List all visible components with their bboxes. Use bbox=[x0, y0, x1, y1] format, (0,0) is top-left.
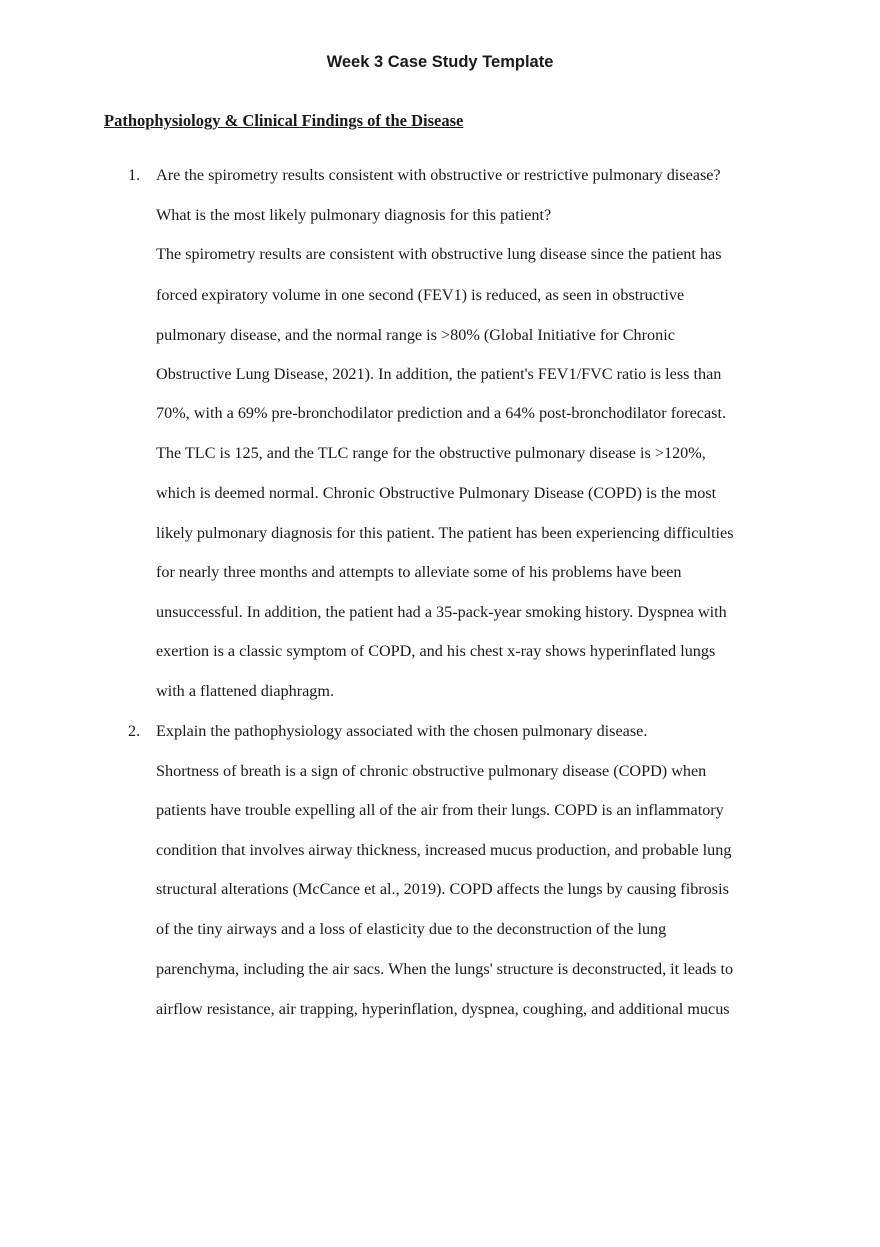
answer-line: of the tiny airways and a loss of elasticity due to the deconstruction of the lung bbox=[156, 920, 667, 938]
answer-line: The TLC is 125, and the TLC range for the obstructive pulmonary disease is >120%, bbox=[156, 444, 706, 462]
answer-line: pulmonary disease, and the normal range is >80% (Global Initiative for Chronic bbox=[156, 326, 675, 344]
question-line: Explain the pathophysiology associated with the chosen pulmonary disease. bbox=[156, 722, 648, 740]
question-line: What is the most likely pulmonary diagnosis for this patient? bbox=[156, 206, 552, 224]
answer-line: for nearly three months and attempts to alleviate some of his problems have been bbox=[156, 563, 682, 581]
answer-line: parenchyma, including the air sacs. When the lungs' structure is deconstructed, it leads to bbox=[156, 960, 734, 978]
question-number: 2. bbox=[128, 722, 141, 740]
answer-line: which is deemed normal. Chronic Obstructive Pulmonary Disease (COPD) is the most bbox=[156, 484, 717, 502]
question-number: 1. bbox=[128, 166, 141, 184]
answer-line: 70%, with a 69% pre-bronchodilator prediction and a 64% post-bronchodilator forecast. bbox=[156, 404, 726, 422]
page-title: Week 3 Case Study Template bbox=[326, 53, 554, 71]
answer-line: forced expiratory volume in one second (FEV1) is reduced, as seen in obstructive bbox=[156, 286, 685, 304]
question-line: Are the spirometry results consistent with obstructive or restrictive pulmonary disease? bbox=[156, 166, 721, 184]
answer-line: structural alterations (McCance et al., 2019). COPD affects the lungs by causing fibrosis bbox=[156, 880, 729, 898]
answer-line: Shortness of breath is a sign of chronic obstructive pulmonary disease (COPD) when bbox=[156, 762, 707, 780]
answer-line: likely pulmonary diagnosis for this patient. The patient has been experiencing difficulties bbox=[156, 524, 734, 542]
answer-line: airflow resistance, air trapping, hyperinflation, dyspnea, coughing, and additional mucus bbox=[156, 1000, 730, 1018]
answer-line: Obstructive Lung Disease, 2021). In addition, the patient's FEV1/FVC ratio is less than bbox=[156, 365, 722, 383]
section-heading: Pathophysiology & Clinical Findings of the Disease bbox=[104, 111, 464, 130]
answer-line: patients have trouble expelling all of the air from their lungs. COPD is an inflammatory bbox=[156, 801, 724, 819]
answer-line: with a flattened diaphragm. bbox=[156, 682, 334, 700]
answer-line: unsuccessful. In addition, the patient had a 35-pack-year smoking history. Dyspnea with bbox=[156, 603, 727, 621]
answer-line: The spirometry results are consistent with obstructive lung disease since the patient has bbox=[156, 245, 722, 263]
answer-line: exertion is a classic symptom of COPD, and his chest x-ray shows hyperinflated lungs bbox=[156, 642, 716, 660]
answer-line: condition that involves airway thickness, increased mucus production, and probable lung bbox=[156, 841, 732, 859]
